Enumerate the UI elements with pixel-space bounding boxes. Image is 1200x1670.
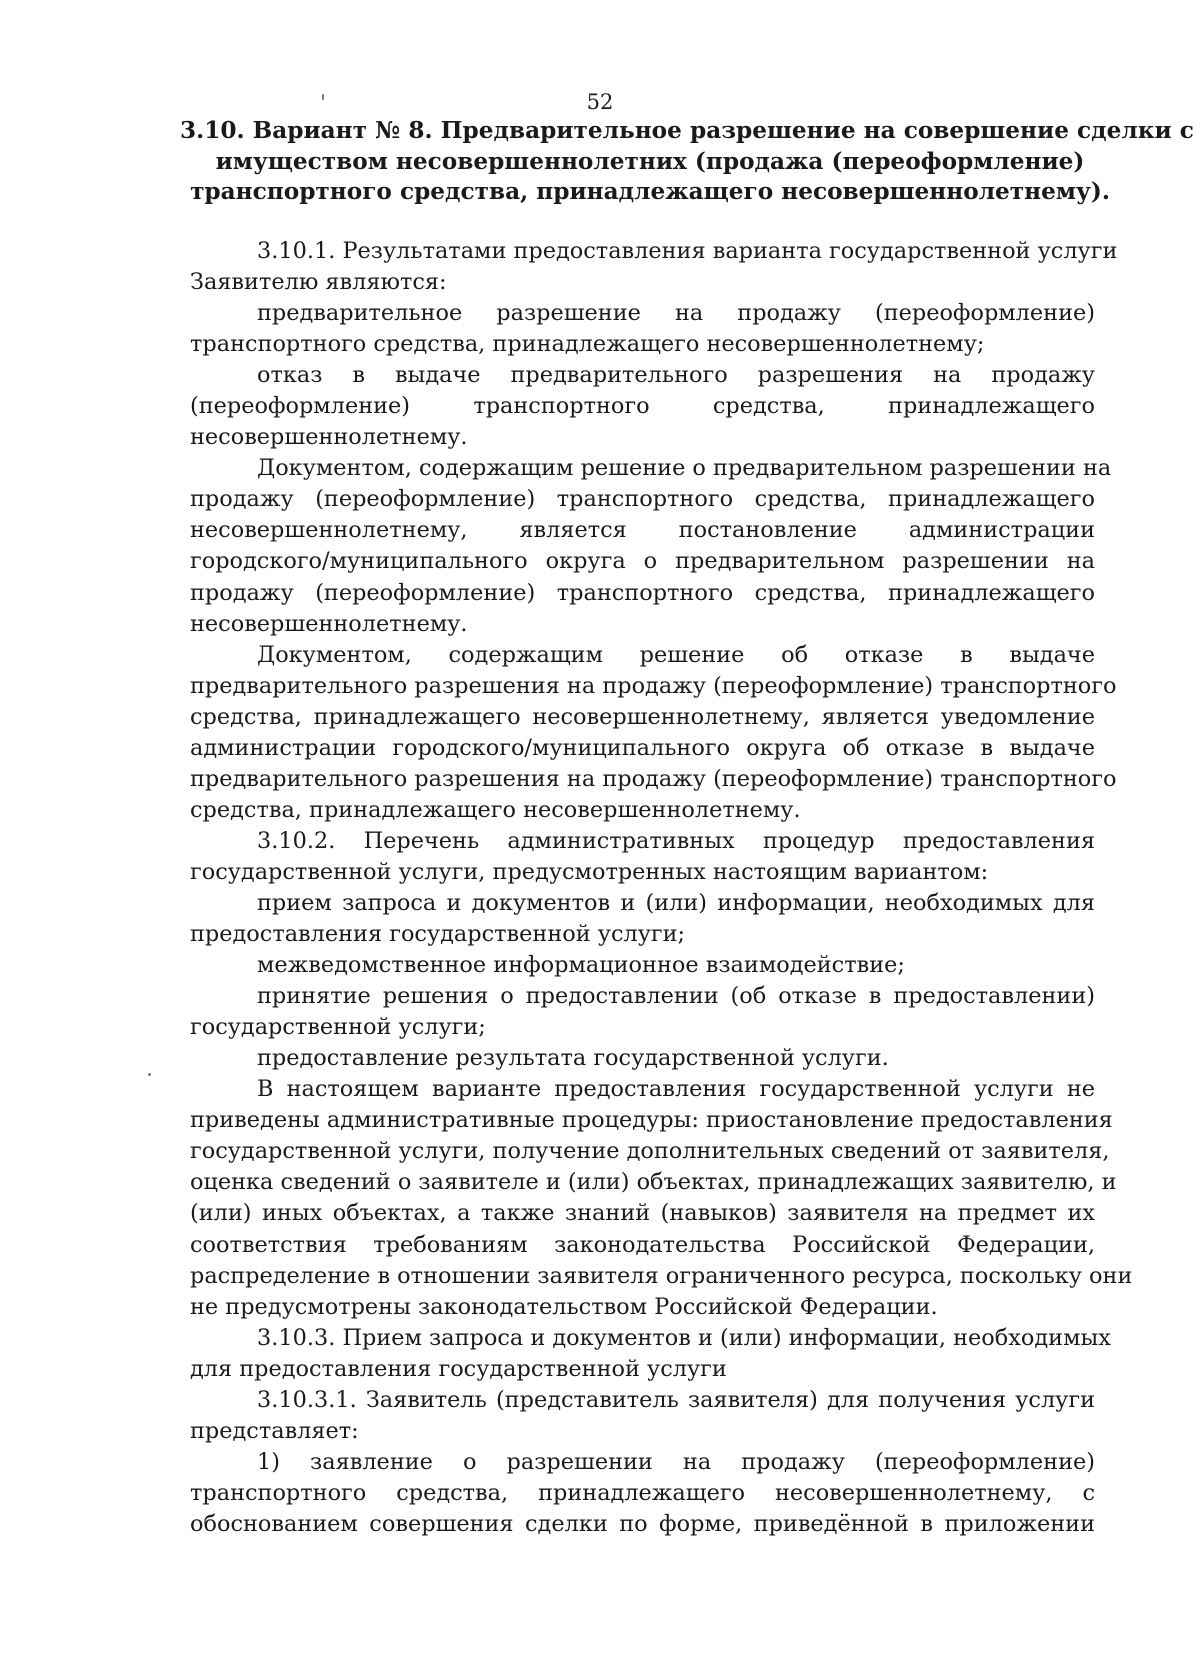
text-line: Документом, содержащим решение о предварительном разрешении на xyxy=(257,455,1112,482)
text-line: средства, принадлежащего несовершеннолетнему. xyxy=(190,796,801,823)
paragraph xyxy=(190,640,1117,826)
text-line: продажу (переоформление) транспортного средства, принадлежащего xyxy=(190,579,1095,606)
text-line: предоставления государственной услуги; xyxy=(190,921,686,948)
paragraph xyxy=(190,826,1095,888)
text-line: транспортного средства, принадлежащего несовершеннолетнему, с xyxy=(190,1479,1095,1506)
paragraph xyxy=(190,981,1095,1043)
paragraph xyxy=(190,888,1095,950)
paragraph xyxy=(190,1447,1095,1540)
text-line: государственной услуги, получение дополнительных сведений от заявителя, xyxy=(190,1138,1110,1165)
document-body xyxy=(190,236,1133,1540)
text-line: отказ в выдаче предварительного разрешения на продажу xyxy=(257,362,1095,389)
text-line: представляет: xyxy=(190,1417,359,1444)
text-line: 1) заявление о разрешении на продажу (переоформление) xyxy=(257,1448,1095,1475)
text-line: обоснованием совершения сделки по форме, приведённой в приложении xyxy=(190,1510,1095,1537)
text-line: несовершеннолетнему, является постановление администрации xyxy=(190,517,1095,544)
paragraph xyxy=(190,360,1095,453)
scan-speck xyxy=(322,94,324,100)
text-line: приведены административные процедуры: приостановление предоставления xyxy=(190,1107,1113,1134)
text-line: Документом, содержащим решение об отказе в выдаче xyxy=(257,641,1095,668)
text-line: принятие решения о предоставлении (об отказе в предоставлении) xyxy=(257,983,1095,1010)
text-line: предварительное разрешение на продажу (переоформление) xyxy=(257,300,1095,327)
text-line: государственной услуги, предусмотренных настоящим вариантом: xyxy=(190,858,989,885)
paragraph xyxy=(190,1043,1095,1074)
text-line: продажу (переоформление) транспортного средства, принадлежащего xyxy=(190,486,1095,513)
paragraph xyxy=(190,1323,1111,1385)
scan-speck xyxy=(148,1073,151,1076)
text-line: 3.10.3.1. Заявитель (представитель заявителя) для получения услуги xyxy=(257,1386,1095,1413)
text-line: 3.10.3. Прием запроса и документов и (или) информации, необходимых xyxy=(257,1324,1111,1351)
text-line: для предоставления государственной услуги xyxy=(190,1355,727,1382)
text-line: 3.10.2. Перечень административных процедур предоставления xyxy=(257,827,1095,854)
heading-line: транспортного средства, принадлежащего несовершеннолетнему). xyxy=(190,178,1110,205)
section-heading xyxy=(180,116,1194,208)
paragraph xyxy=(190,236,1118,298)
text-line: (переоформление) транспортного средства, принадлежащего xyxy=(190,393,1095,420)
text-line: В настоящем варианте предоставления государственной услуги не xyxy=(257,1076,1095,1103)
page-number: 52 xyxy=(586,90,614,114)
heading-line: 3.10. Вариант № 8. Предварительное разрешение на совершение сделки с xyxy=(180,117,1194,144)
text-line: распределение в отношении заявителя ограниченного ресурса, поскольку они xyxy=(190,1262,1133,1289)
paragraph xyxy=(190,1385,1095,1447)
text-line: 3.10.1. Результатами предоставления варианта государственной услуги xyxy=(257,238,1118,264)
heading-line: имуществом несовершеннолетних (продажа (переоформление) xyxy=(215,147,1085,175)
text-line: оценка сведений о заявителе и (или) объектах, принадлежащих заявителю, и xyxy=(190,1169,1117,1196)
text-line: несовершеннолетнему. xyxy=(190,610,468,637)
text-line: предварительного разрешения на продажу (переоформление) транспортного xyxy=(190,765,1117,792)
text-line: городского/муниципального округа о предварительном разрешении на xyxy=(190,548,1095,575)
text-line: не предусмотрены законодательством Российской Федерации. xyxy=(190,1293,938,1320)
text-line: прием запроса и документов и (или) информации, необходимых для xyxy=(257,889,1095,916)
text-line: средства, принадлежащего несовершеннолетнему, является уведомление xyxy=(190,703,1095,730)
paragraph xyxy=(190,950,1095,981)
text-line: администрации городского/муниципального округа об отказе в выдаче xyxy=(190,734,1095,761)
text-line: предоставление результата государственной услуги. xyxy=(257,1045,889,1072)
text-line: предварительного разрешения на продажу (переоформление) транспортного xyxy=(190,672,1117,699)
text-line: соответствия требованиям законодательства Российской Федерации, xyxy=(190,1231,1095,1258)
text-line: межведомственное информационное взаимодействие; xyxy=(257,952,905,979)
paragraph xyxy=(190,298,1095,360)
text-line: (или) иных объектах, а также знаний (навыков) заявителя на предмет их xyxy=(190,1200,1095,1227)
paragraph xyxy=(190,1074,1133,1322)
text-line: несовершеннолетнему. xyxy=(190,424,468,451)
text-line: Заявителю являются: xyxy=(190,269,447,296)
text-line: транспортного средства, принадлежащего несовершеннолетнему; xyxy=(190,331,985,358)
text-line: государственной услуги; xyxy=(190,1014,486,1041)
paragraph xyxy=(190,453,1112,639)
